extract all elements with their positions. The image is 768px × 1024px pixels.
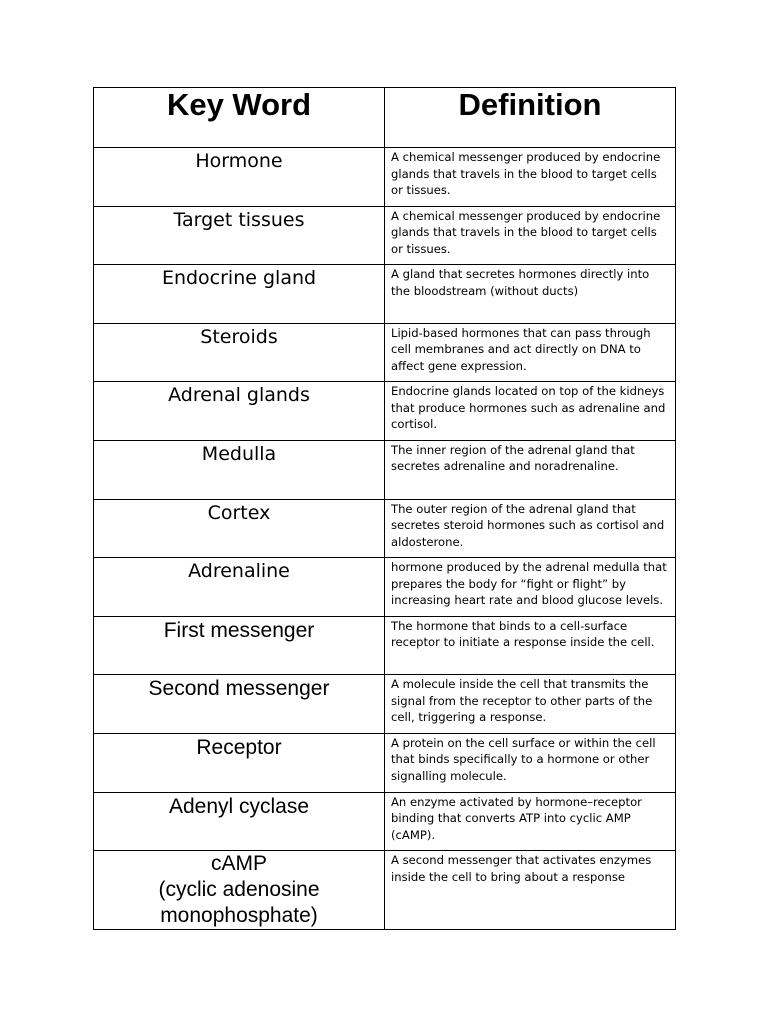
definition-cell: The hormone that binds to a cell-surface receptor to initiate a response inside the cell. bbox=[385, 616, 676, 675]
definition-cell: Lipid-based hormones that can pass through cell membranes and act directly on DNA to affect gene expression. bbox=[385, 323, 676, 382]
definition-cell: A molecule inside the cell that transmits the signal from the receptor to other parts of the cell, triggering a response. bbox=[385, 675, 676, 734]
term-cell: Hormone bbox=[94, 148, 385, 207]
header-key-word: Key Word bbox=[94, 88, 385, 148]
term-cell: Second messenger bbox=[94, 675, 385, 734]
term-cell: Adrenal glands bbox=[94, 382, 385, 441]
definition-cell: A gland that secretes hormones directly into the bloodstream (without ducts) bbox=[385, 265, 676, 324]
term-cell: Cortex bbox=[94, 499, 385, 558]
definition-cell: A second messenger that activates enzymes inside the cell to bring about a response bbox=[385, 851, 676, 930]
table-row bbox=[94, 323, 676, 382]
header-definition: Definition bbox=[385, 88, 676, 148]
definition-cell: A protein on the cell surface or within the cell that binds specifically to a hormone or other signalling molecule. bbox=[385, 733, 676, 792]
definition-cell: An enzyme activated by hormone–receptor binding that converts ATP into cyclic AMP (cAMP). bbox=[385, 792, 676, 851]
term-cell: Medulla bbox=[94, 440, 385, 499]
table-row bbox=[94, 851, 676, 930]
definition-cell: The inner region of the adrenal gland that secretes adrenaline and noradrenaline. bbox=[385, 440, 676, 499]
table-row bbox=[94, 206, 676, 265]
table-row bbox=[94, 148, 676, 207]
table-row bbox=[94, 499, 676, 558]
table-row bbox=[94, 792, 676, 851]
definition-cell: Endocrine glands located on top of the kidneys that produce hormones such as adrenaline and cortisol. bbox=[385, 382, 676, 441]
table-row bbox=[94, 675, 676, 734]
table-row bbox=[94, 558, 676, 617]
key-word-table bbox=[93, 87, 676, 930]
term-cell: Adenyl cyclase bbox=[94, 792, 385, 851]
table-row bbox=[94, 265, 676, 324]
term-cell: cAMP (cyclic adenosine monophosphate) bbox=[94, 851, 385, 930]
table-row bbox=[94, 733, 676, 792]
definition-cell: A chemical messenger produced by endocrine glands that travels in the blood to target cells or tissues. bbox=[385, 206, 676, 265]
term-cell: Receptor bbox=[94, 733, 385, 792]
table-row bbox=[94, 616, 676, 675]
table-row bbox=[94, 382, 676, 441]
term-cell: Steroids bbox=[94, 323, 385, 382]
table-row bbox=[94, 440, 676, 499]
definition-cell: The outer region of the adrenal gland that secretes steroid hormones such as cortisol and aldosterone. bbox=[385, 499, 676, 558]
term-cell: First messenger bbox=[94, 616, 385, 675]
term-cell: Adrenaline bbox=[94, 558, 385, 617]
header-row bbox=[94, 88, 676, 148]
term-cell: Target tissues bbox=[94, 206, 385, 265]
definition-cell: A chemical messenger produced by endocrine glands that travels in the blood to target cells or tissues. bbox=[385, 148, 676, 207]
term-cell: Endocrine gland bbox=[94, 265, 385, 324]
definition-cell: hormone produced by the adrenal medulla that prepares the body for “fight or flight” by increasing heart rate and blood glucose levels. bbox=[385, 558, 676, 617]
